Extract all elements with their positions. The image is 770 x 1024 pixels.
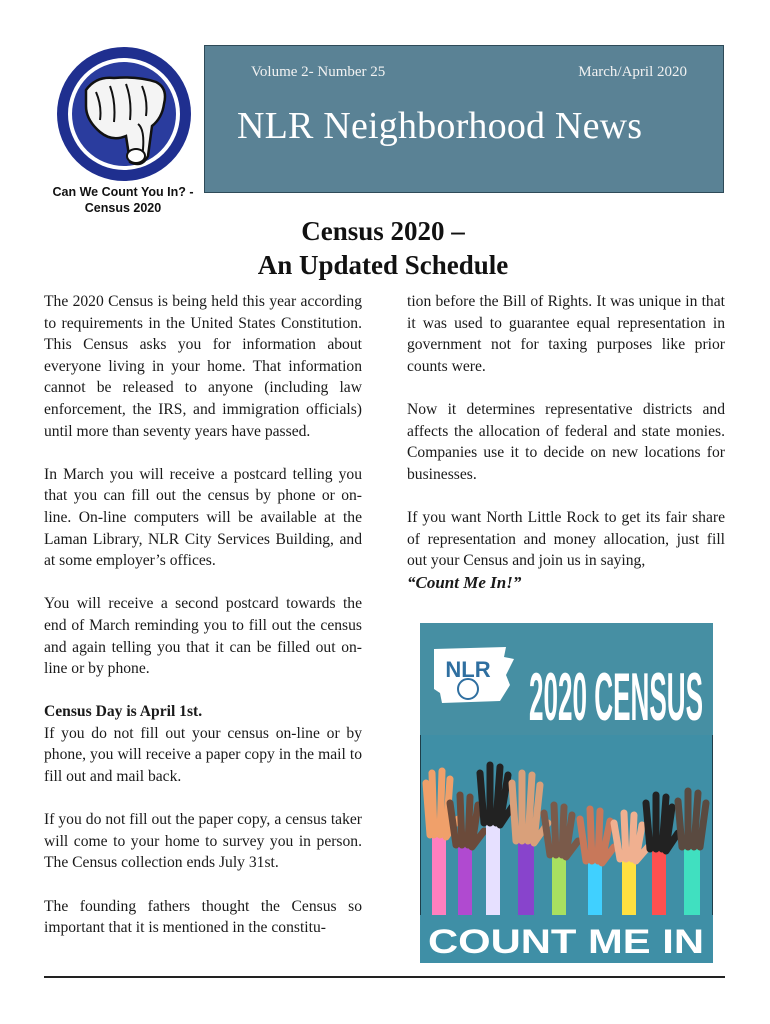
headline-line1: Census 2020 – [301, 216, 465, 246]
paragraph-postcard: In March you will receive a postcard telling you that you can fill out the census by phone or on-line. On-line computers will be available at the Laman Library, NLR City Services Building, and at some employer’s offices. [44, 465, 362, 570]
count-me-in-quote: “Count Me In!” [407, 572, 522, 592]
issue-date: March/April 2020 [578, 64, 687, 80]
paragraph-second-postcard: You will receive a second postcard towards the end of March reminding you to fill out the census and again telling you that it can be filled out on-line or by phone. [44, 595, 362, 678]
paragraph-founding-part1 [44, 896, 362, 939]
fair-share-text: If you want North Little Rock to get its fair share of representation and money allocation, just fill out your Census and join us in saying, [407, 508, 725, 570]
census-day-heading: Census Day is April 1st. [44, 703, 203, 721]
paragraph-census-intro: The 2020 Census is being held this year according to requirements in the United States Constitution. This Census asks you for information about everyone living in your home. That information cannot be released to anyone (including law enforcement, the IRS, and immigration officials) until more than seventy years have passed. [44, 293, 362, 440]
article-column-right [407, 291, 725, 616]
masthead [204, 45, 724, 193]
volume-number: Volume 2- Number 25 [251, 64, 386, 80]
census-day-text: If you do not fill out your census on-line or by phone, you will receive a paper copy in the mail to fill out and mail back. [44, 724, 362, 786]
logo-caption-line1: Can We Count You In? - [52, 185, 194, 199]
poster-logo-text: NLR [445, 657, 491, 682]
paragraph-founding-part2 [407, 291, 725, 377]
newsletter-title: NLR Neighborhood News [237, 105, 643, 147]
founding-text-part2: tion before the Bill of Rights. It was unique in that it was used to guarantee equal representation in government not for taxing purposes like prior counts were. [407, 293, 725, 375]
poster-title: 2020 CENSUS [529, 658, 703, 735]
paragraph-census-day [44, 701, 362, 787]
article-headline [200, 214, 566, 282]
footer-rule [44, 976, 725, 978]
logo-caption [40, 184, 206, 216]
paragraph-fair-share [407, 507, 725, 594]
logo-caption-line2: Census 2020 [84, 201, 162, 215]
article-column-left [44, 291, 362, 939]
paragraph-representative-districts: Now it determines representative districts and affects the allocation of federal and state monies. Companies use it to decide on new locations for businesses. [407, 400, 725, 483]
pointing-hand-icon [56, 46, 192, 182]
founding-text-part1: The founding fathers thought the Census so important that it is mentioned in the constitu- [44, 897, 362, 937]
poster-footer: COUNT ME IN [428, 923, 704, 961]
census-poster-image [420, 623, 713, 963]
paragraph-paper-copy: If you do not fill out the paper copy, a census taker will come to your home to survey you in person. The Census collection ends July 31st. [44, 811, 362, 872]
headline-line2: An Updated Schedule [257, 250, 509, 280]
